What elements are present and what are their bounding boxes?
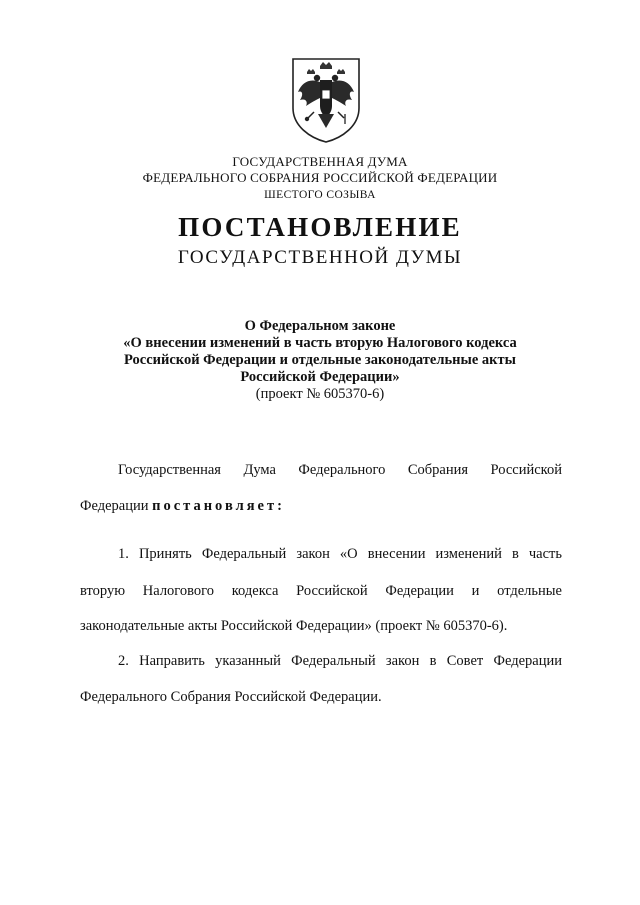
item-1-line-1 [118, 545, 562, 563]
word: отдельные [497, 583, 562, 599]
word: Российской [490, 462, 562, 478]
word: 1. [118, 546, 129, 562]
subject-line-4: Российской Федерации» [240, 369, 400, 385]
document-type: ПОСТАНОВЛЕНИЕ [178, 212, 462, 242]
word: и [471, 583, 480, 599]
resolves-word: постановляет: [152, 498, 285, 514]
document-subject [0, 318, 640, 403]
header-line-3: ШЕСТОГО СОЗЫВА [264, 189, 376, 201]
word: Федерации [493, 653, 562, 669]
word: закон [385, 653, 420, 669]
word: в [429, 653, 437, 669]
word: Российской [296, 583, 368, 599]
subject-line-2: «О внесении изменений в часть вторую Налогового кодекса [123, 335, 517, 351]
word: Федеральный [201, 546, 287, 562]
word: внесении [367, 546, 426, 562]
header-line-2: ФЕДЕРАЛЬНОГО СОБРАНИЯ РОССИЙСКОЙ ФЕДЕРАЦИИ [142, 170, 498, 185]
word: изменений [435, 546, 502, 562]
word: Совет [446, 653, 484, 669]
document-type-sub: ГОСУДАРСТВЕННОЙ ДУМЫ [177, 247, 463, 268]
item-2-line-2: Федерального Собрания Российской Федерации. [80, 689, 382, 705]
preamble-line-2 [80, 497, 562, 515]
word: 2. [118, 653, 129, 669]
word: вторую [80, 583, 126, 599]
header-line-1: ГОСУДАРСТВЕННАЯ ДУМА [232, 154, 408, 169]
word: закон [296, 546, 330, 562]
word: Принять [138, 546, 192, 562]
word: Налогового [142, 583, 214, 599]
word: Собрания [407, 462, 469, 478]
word: «О [339, 546, 358, 562]
word: часть [528, 546, 562, 562]
word: Федерации [385, 583, 454, 599]
word: Государственная [118, 462, 221, 478]
word: Федеральный [291, 653, 376, 669]
word: Направить [139, 653, 205, 669]
subject-line-1: О Федеральном законе [244, 318, 396, 334]
preamble-line-2-start: Федерации [80, 498, 153, 514]
item-1-line-2 [80, 582, 562, 600]
word: указанный [215, 653, 281, 669]
word: кодекса [231, 583, 279, 599]
item-2-line-1 [118, 652, 562, 670]
item-1-line-3: законодательные акты Российской Федерации» (проект № 605370-6). [80, 618, 508, 634]
word: Дума [243, 462, 276, 478]
russian-coat-of-arms-icon [290, 56, 362, 144]
word: в [511, 546, 519, 562]
subject-line-5: (проект № 605370-6) [255, 386, 385, 402]
word: Федерального [298, 462, 386, 478]
preamble-line-1 [118, 461, 562, 479]
subject-line-3: Российской Федерации и отдельные законодательные акты [124, 352, 516, 368]
